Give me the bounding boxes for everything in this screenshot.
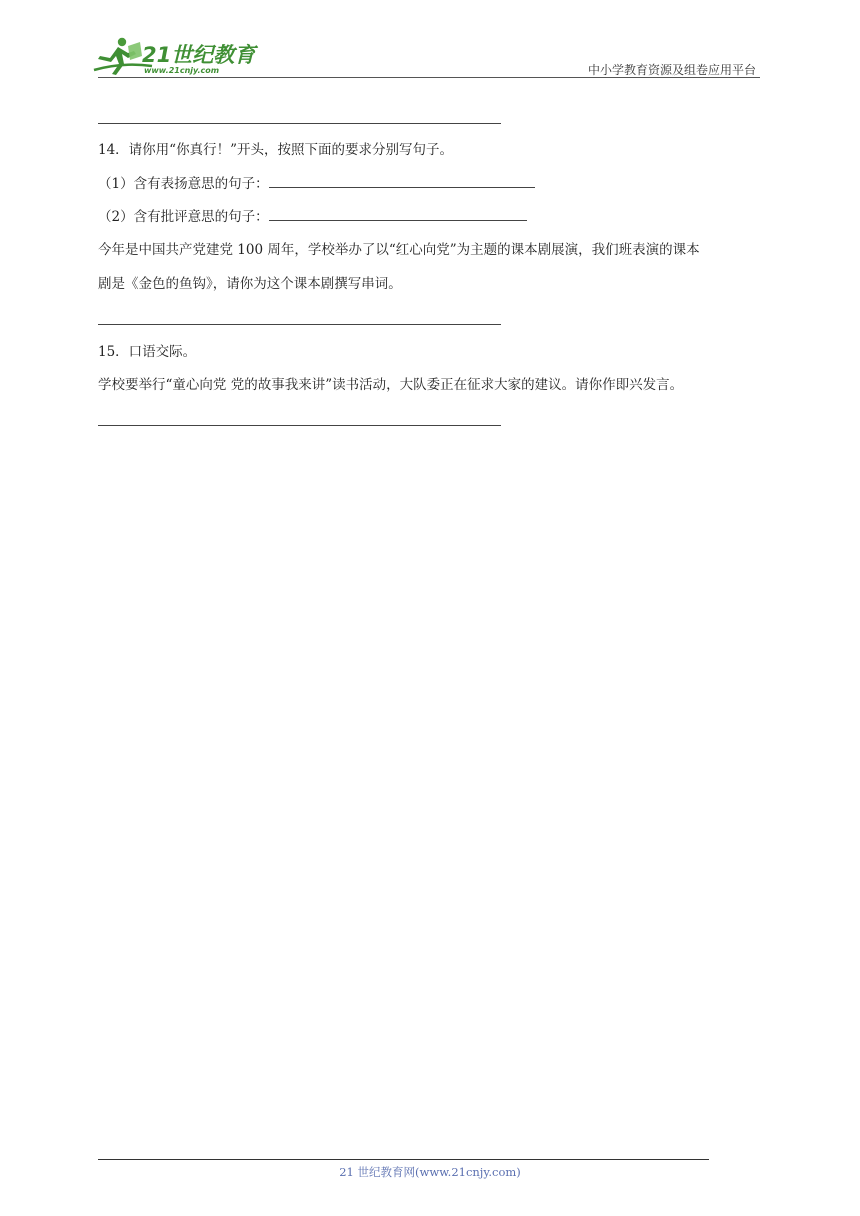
sub1-blank[interactable] [269, 173, 535, 188]
question-15-prompt: 学校要举行“童心向党 党的故事我来讲”读书活动，大队委正在征求大家的建议。请你作即兴发言。 [98, 377, 684, 393]
answer-line[interactable] [98, 123, 501, 124]
passage-line-2: 剧是《金色的鱼钩》，请你为这个课本剧撰写串词。 [98, 276, 402, 292]
question-14-sub1 [98, 173, 535, 194]
logo-url: www.21cnjy.com [144, 66, 220, 75]
passage-line-1: 今年是中国共产党建党 100 周年，学校举办了以“红心向党”为主题的课本剧展演，我们班表演的课本 [98, 242, 700, 258]
question-14-sub2 [98, 206, 527, 227]
logo [92, 34, 262, 76]
answer-line[interactable] [98, 425, 501, 426]
answer-line[interactable] [98, 324, 501, 325]
sub1-label: （1）含有表扬意思的句子： [98, 176, 269, 192]
footer-divider [98, 1159, 709, 1160]
question-14-stem: 14．请你用“你真行！”开头，按照下面的要求分别写句子。 [98, 142, 453, 158]
question-15-stem: 15．口语交际。 [98, 344, 197, 360]
sub2-label: （2）含有批评意思的句子： [98, 209, 269, 225]
header-divider [98, 77, 760, 78]
sub2-blank[interactable] [269, 206, 527, 221]
page-header [0, 0, 860, 80]
platform-name: 中小学教育资源及组卷应用平台 [587, 63, 756, 77]
logo-title: 21世纪教育 [142, 43, 256, 67]
footer-text: 21 世纪教育网(www.21cnjy.com) [339, 1165, 521, 1179]
